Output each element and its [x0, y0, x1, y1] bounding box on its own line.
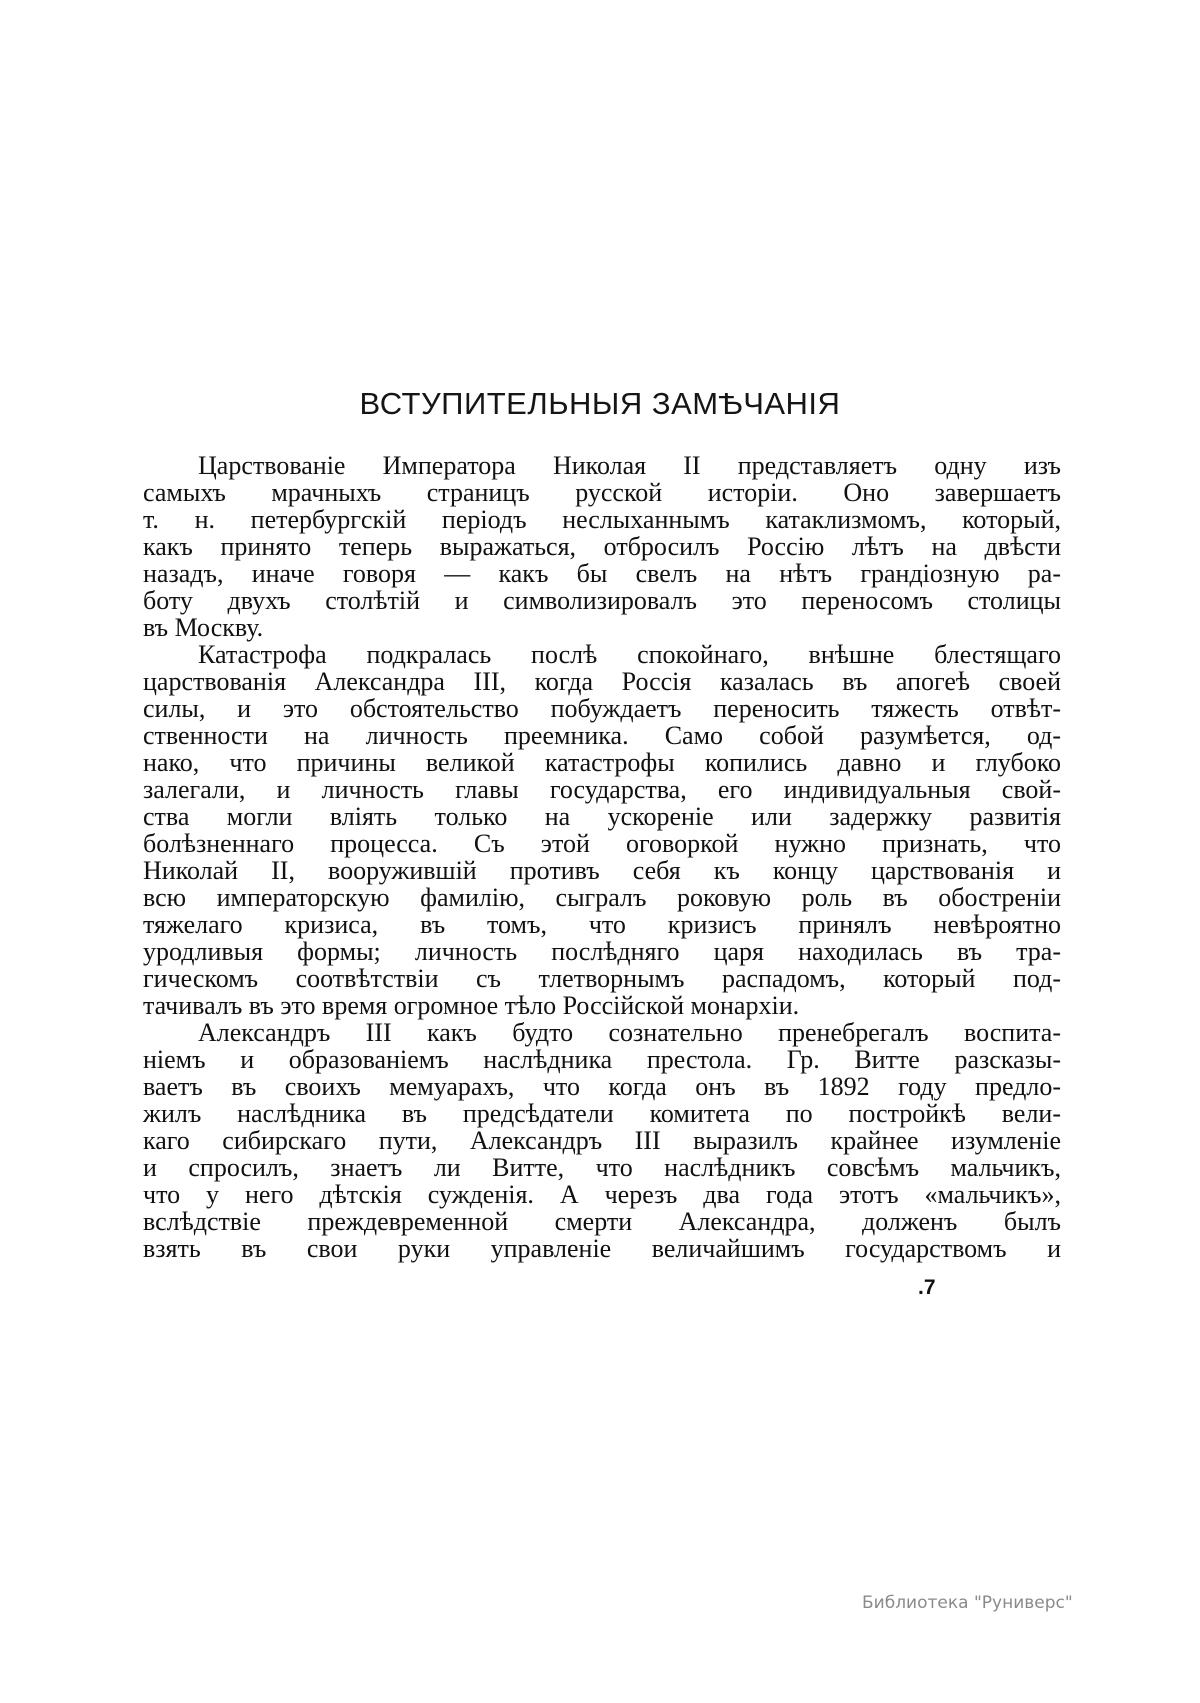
- text-line: болѣзненнаго процесса. Съ этой оговоркой нужно признать, что: [143, 829, 1061, 858]
- text-line: т. н. петербургскій періодъ неслыханнымъ катаклизмомъ, который,: [143, 505, 1061, 534]
- text-line: силы, и это обстоятельство побуждаетъ переносить тяжесть отвѣт-: [143, 694, 1061, 723]
- chapter-title: ВСТУПИТЕЛЬНЫЯ ЗАМѢЧАНІЯ: [359, 386, 841, 421]
- text-line: въ Москву.: [143, 613, 264, 642]
- text-line: Катастрофа подкралась послѣ спокойнаго, внѣшне блестящаго: [198, 640, 1061, 669]
- text-line: Царствованіе Императора Николая II представляетъ одну изъ: [198, 451, 1061, 480]
- text-line: ства могли влiять только на ускореніе или задержку развитія: [143, 802, 1061, 831]
- page-number: .7: [918, 1276, 936, 1299]
- text-line: ственности на личность преемника. Само собой разумѣется, од-: [143, 721, 1061, 750]
- text-line: Александръ III какъ будто сознательно пренебрегалъ воспита-: [198, 1018, 1061, 1047]
- text-line: царствованія Александра III, когда Россія казалась въ апогеѣ своей: [143, 667, 1061, 696]
- text-line: назадъ, иначе говоря — какъ бы свелъ на нѣтъ грандіозную ра-: [143, 559, 1061, 588]
- text-line: и спросилъ, знаетъ ли Витте, что наслѣдникъ совсѣмъ мальчикъ,: [143, 1153, 1061, 1182]
- library-watermark: Библиотека "Руниверс": [862, 1593, 1073, 1613]
- text-line: уродливыя формы; личность послѣдняго царя находилась въ тра-: [143, 937, 1061, 966]
- text-line: каго сибирскаго пути, Александръ III выразилъ крайнее изумленіе: [143, 1126, 1061, 1155]
- text-line: залегали, и личность главы государства, его индивидуальныя свой-: [143, 775, 1061, 804]
- text-line: самыхъ мрачныхъ страницъ русской исторіи. Оно завершаетъ: [143, 478, 1061, 507]
- body-text: [143, 452, 1061, 1262]
- text-line: Николай II, вооружившій противъ себя къ концу царствованія и: [143, 856, 1061, 885]
- text-line: вслѣдствіе преждевременной смерти Александра, долженъ былъ: [143, 1207, 1061, 1236]
- text-line: боту двухъ столѣтій и символизировалъ это переносомъ столицы: [143, 586, 1061, 615]
- text-line: ваетъ въ своихъ мемуарахъ, что когда онъ въ 1892 году предло-: [143, 1072, 1061, 1101]
- text-line: всю императорскую фамилію, сыгралъ роковую роль въ обостреніи: [143, 883, 1061, 912]
- text-line: жилъ наслѣдника въ предсѣдатели комитета по постройкѣ вели-: [143, 1099, 1061, 1128]
- text-line: нако, что причины великой катастрофы копились давно и глубоко: [143, 748, 1061, 777]
- text-line: ніемъ и образованіемъ наслѣдника престола. Гр. Витте разсказы-: [143, 1045, 1061, 1074]
- text-line: что у него дѣтскія сужденія. А черезъ два года этотъ «мальчикъ»,: [143, 1180, 1061, 1209]
- text-line: тачивалъ въ это время огромное тѣло Россійской монархіи.: [143, 991, 800, 1020]
- text-line: гическомъ соотвѣтствіи съ тлетворнымъ распадомъ, который под-: [143, 964, 1061, 993]
- text-line: взять въ свои руки управленіе величайшимъ государствомъ и: [143, 1234, 1061, 1263]
- text-line: тяжелаго кризиса, въ томъ, что кризисъ принялъ невѣроятно: [143, 910, 1061, 939]
- text-line: какъ принято теперь выражаться, отбросилъ Россію лѣтъ на двѣсти: [143, 532, 1061, 561]
